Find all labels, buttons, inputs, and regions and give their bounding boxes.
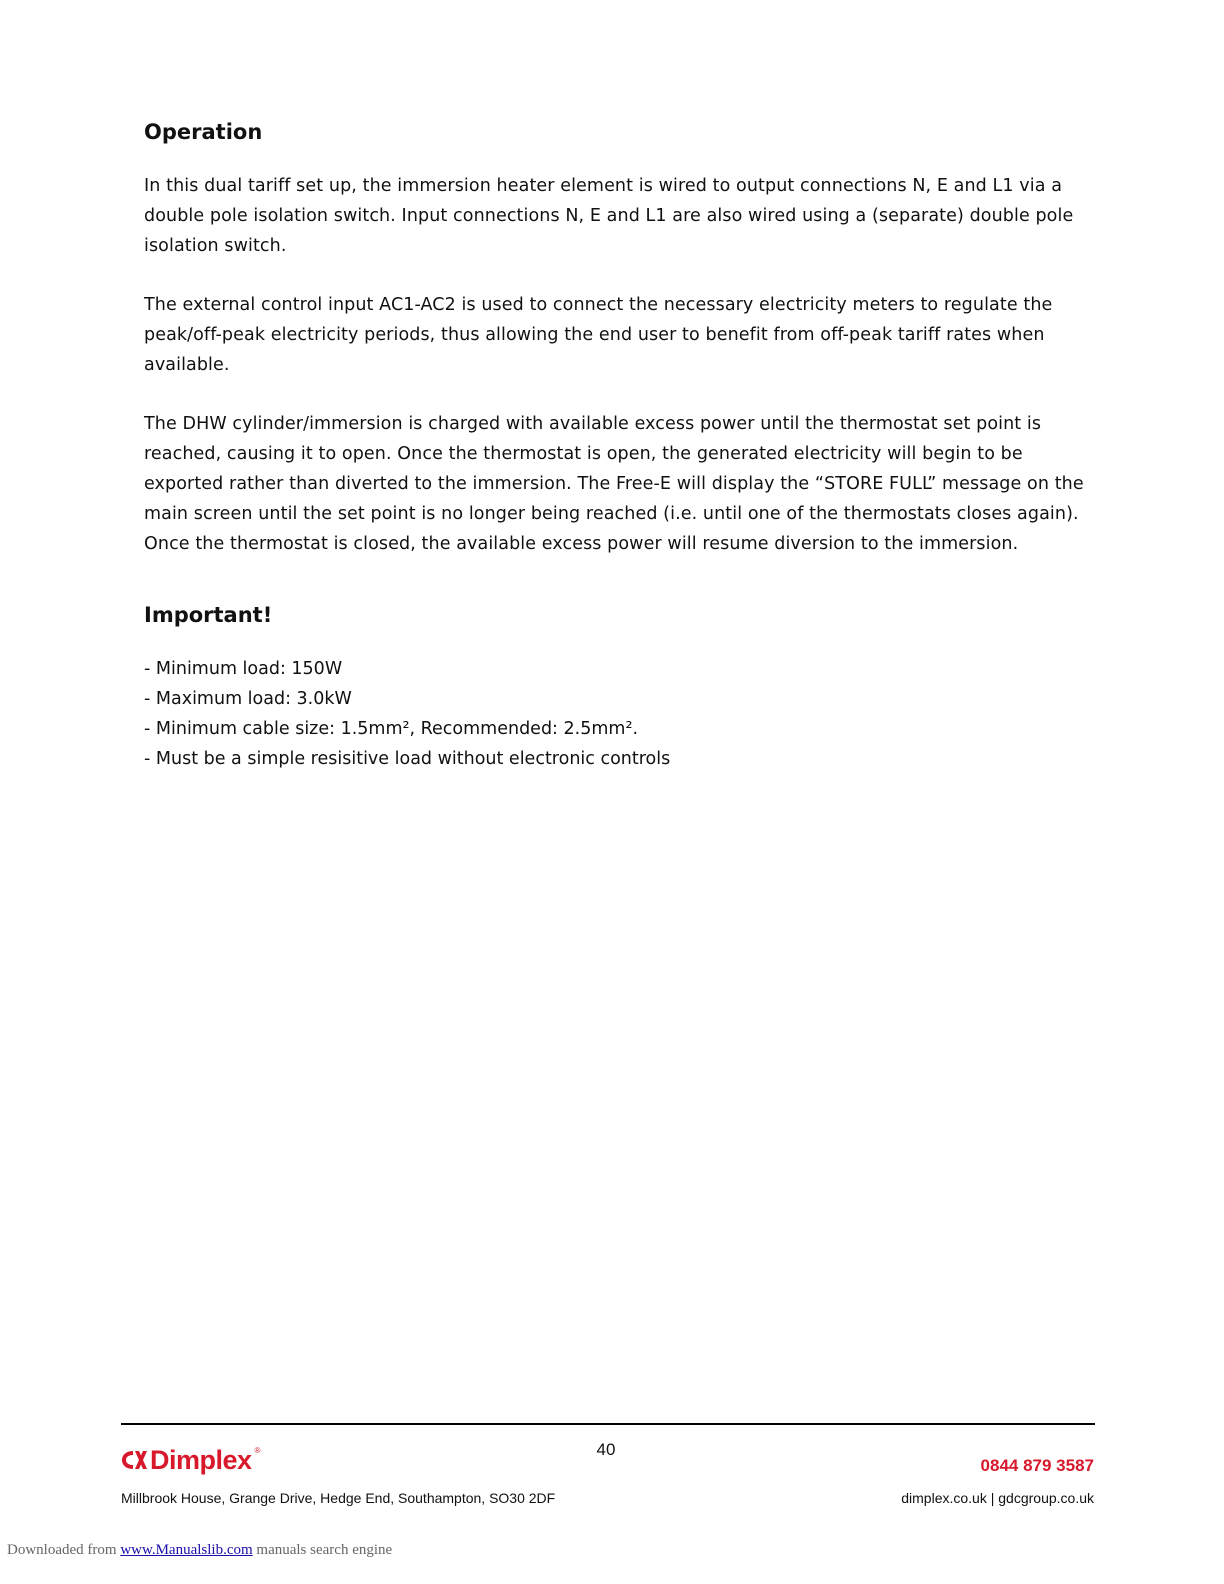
list-item: - Maximum load: 3.0kW — [144, 685, 1084, 715]
footer-divider — [121, 1423, 1095, 1425]
page-number: 40 — [596, 1440, 616, 1459]
paragraph-external-control: The external control input AC1-AC2 is used to connect the necessary electricity meters to regulate the peak/off-peak electricity periods, thus allowing the end user to benefit from off-peak tariff rates when available. — [144, 295, 1053, 375]
paragraph-dhw-cylinder: The DHW cylinder/immersion is charged with available excess power until the thermostat set point is reached, causing it to open. Once the thermostat is open, the generated electricity will begin to be exported rather than diverted to the immersion. The Free-E will display the “STORE FULL” message on the main screen until the set point is no longer being reached (i.e. until one of the thermostats closes again). Once the thermostat is closed, the available excess power will resume diversion to the immersion. — [144, 414, 1084, 554]
list-item: - Must be a simple resisitive load without electronic controls — [144, 745, 1084, 775]
important-heading: Important! — [144, 603, 273, 628]
phone-number: 0844 879 3587 — [980, 1456, 1094, 1475]
company-address: Millbrook House, Grange Drive, Hedge End, Southampton, SO30 2DF — [121, 1490, 556, 1506]
download-notice — [7, 1542, 392, 1559]
operation-heading: Operation — [144, 120, 263, 144]
company-websites: dimplex.co.uk | gdcgroup.co.uk — [901, 1490, 1094, 1506]
dimplex-logo — [121, 1442, 260, 1478]
dimplex-flame-icon — [121, 1448, 147, 1472]
list-item: - Minimum cable size: 1.5mm², Recommended: 2.5mm². — [144, 715, 1084, 745]
paragraph-dual-tariff: In this dual tariff set up, the immersion heater element is wired to output connections N, E and L1 via a double pole isolation switch. Input connections N, E and L1 are also wired using a (separate) double pole isolation switch. — [144, 176, 1074, 256]
page-content — [144, 112, 1084, 775]
download-suffix: manuals search engine — [256, 1542, 393, 1558]
manualslib-link[interactable]: www.Manualslib.com — [120, 1542, 253, 1558]
download-prefix: Downloaded from — [7, 1542, 117, 1558]
brand-registered-mark: ® — [254, 1446, 261, 1455]
list-item: - Minimum load: 150W — [144, 655, 1084, 685]
important-list — [144, 655, 1084, 774]
brand-name: Dimplex — [150, 1444, 252, 1475]
